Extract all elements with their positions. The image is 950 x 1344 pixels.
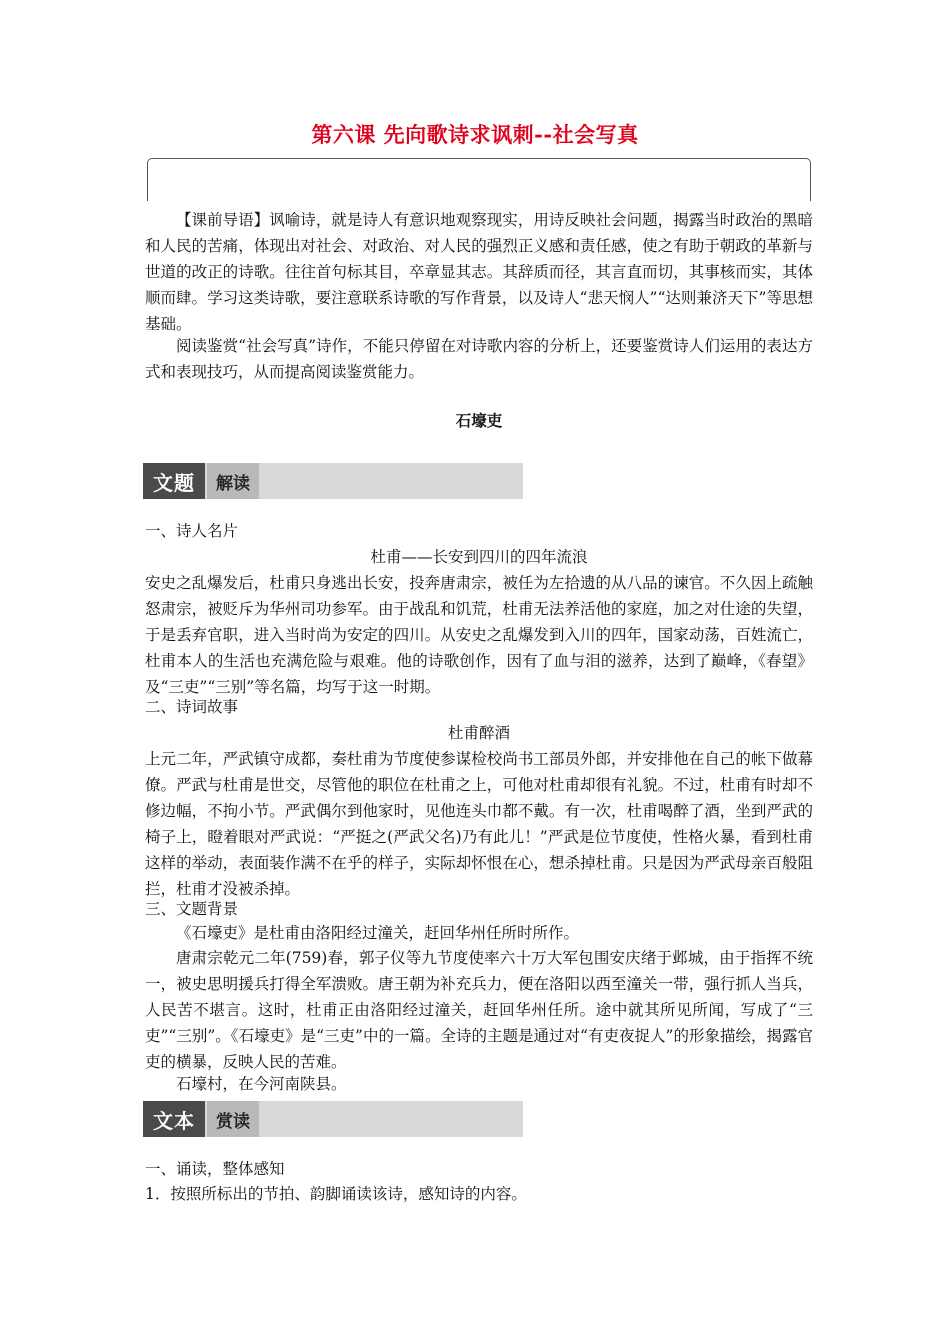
section-heading-recite: 一、诵读，整体感知 bbox=[145, 1160, 285, 1178]
poet-card-body: 安史之乱爆发后，杜甫只身逃出长安，投奔唐肃宗，被任为左拾遗的从八品的谏官。不久因上疏触怒肃宗，被贬斥为华州司功参军。由于战乱和饥荒，杜甫无法养活他的家庭，加之对仕途的失望，于是丢弃官职，进入当时尚为安定的四川。从安史之乱爆发到入川的四年，国家动荡，百姓流亡，杜甫本人的生活也充满危险与艰难。他的诗歌创作，因有了血与泪的滋养，达到了巅峰，《春望》及“三吏”“三别”等名篇，均写于这一时期。 bbox=[145, 574, 813, 696]
banner-dark-label: 文本 bbox=[143, 1101, 205, 1137]
section-heading-background: 三、文题背景 bbox=[145, 900, 239, 918]
poem-story-body: 上元二年，严武镇守成都，奏杜甫为节度使参谋检校尚书工部员外郎，并安排他在自己的帐下做幕僚。严武与杜甫是世交，尽管他的职位在杜甫之上，可他对杜甫却很有礼貌。不过，杜甫有时却不修边幅，不拘小节。严武偶尔到他家时，见他连头巾都不戴。有一次，杜甫喝醉了酒，坐到严武的椅子上，瞪着眼对严武说：“严挺之(严武父名)乃有此儿！”严武是位节度使，性格火暴，看到杜甫这样的举动，表面装作满不在乎的样子，实际却怀恨在心，想杀掉杜甫。只是因为严武母亲百般阻拦，杜甫才没被杀掉。 bbox=[145, 750, 813, 898]
poem-title: 石壕吏 bbox=[455, 411, 503, 430]
background-paragraph-1: 《石壕吏》是杜甫由洛阳经过潼关，赶回华州任所时所作。 bbox=[176, 924, 580, 942]
section-banner-wenti bbox=[143, 463, 523, 499]
intro-paragraph-2: 阅读鉴赏“社会写真”诗作，不能只停留在对诗歌内容的分析上，还要鉴赏诗人们运用的表达方式和表现技巧，从而提高阅读鉴赏能力。 bbox=[145, 337, 813, 381]
background-paragraph-2: 唐肃宗乾元二年(759)春，郭子仪等九节度使率六十万大军包围安庆绪于邺城，由于指挥不统一，被史思明援兵打得全军溃败。唐王朝为补充兵力，便在洛阳以西至潼关一带，强行抓人当兵，人民苦不堪言。这时，杜甫正由洛阳经过潼关，赶回华州任所。途中就其所见所闻，写成了“三吏”“三别”。《石壕吏》是“三吏”中的一篇。全诗的主题是通过对“有吏夜捉人”的形象描绘，揭露官吏的横暴，反映人民的苦难。 bbox=[145, 949, 813, 1071]
banner-light-label: 解读 bbox=[207, 463, 259, 499]
background-paragraph-3: 石壕村，在今河南陕县。 bbox=[176, 1075, 347, 1093]
section-heading-poem-story: 二、诗词故事 bbox=[145, 698, 239, 716]
poet-card-subtitle: 杜甫——长安到四川的四年流浪 bbox=[370, 548, 588, 566]
intro-paragraph-1: 【课前导语】讽喻诗，就是诗人有意识地观察现实，用诗反映社会问题，揭露当时政治的黑暗和人民的苦痛，体现出对社会、对政治、对人民的强烈正义感和责任感，使之有助于朝政的革新与世道的改正的诗歌。往往首句标其目，卒章显其志。其辞质而径，其言直而切，其事核而实，其体顺而肆。学习这类诗歌，要注意联系诗歌的写作背景，以及诗人“悲天悯人”“达则兼济天下”等思想基础。 bbox=[145, 211, 813, 333]
intro-frame bbox=[147, 158, 811, 201]
section-banner-wenben bbox=[143, 1101, 523, 1137]
banner-dark-label: 文题 bbox=[143, 463, 205, 499]
lesson-title: 第六课 先向歌诗求讽刺--社会写真 bbox=[311, 122, 639, 147]
poem-story-subtitle: 杜甫醉酒 bbox=[447, 724, 510, 742]
section-heading-poet-card: 一、诗人名片 bbox=[145, 522, 239, 540]
banner-light-label: 赏读 bbox=[207, 1101, 259, 1137]
recite-item-1: 1．按照所标出的节拍、韵脚诵读该诗，感知诗的内容。 bbox=[145, 1185, 527, 1203]
